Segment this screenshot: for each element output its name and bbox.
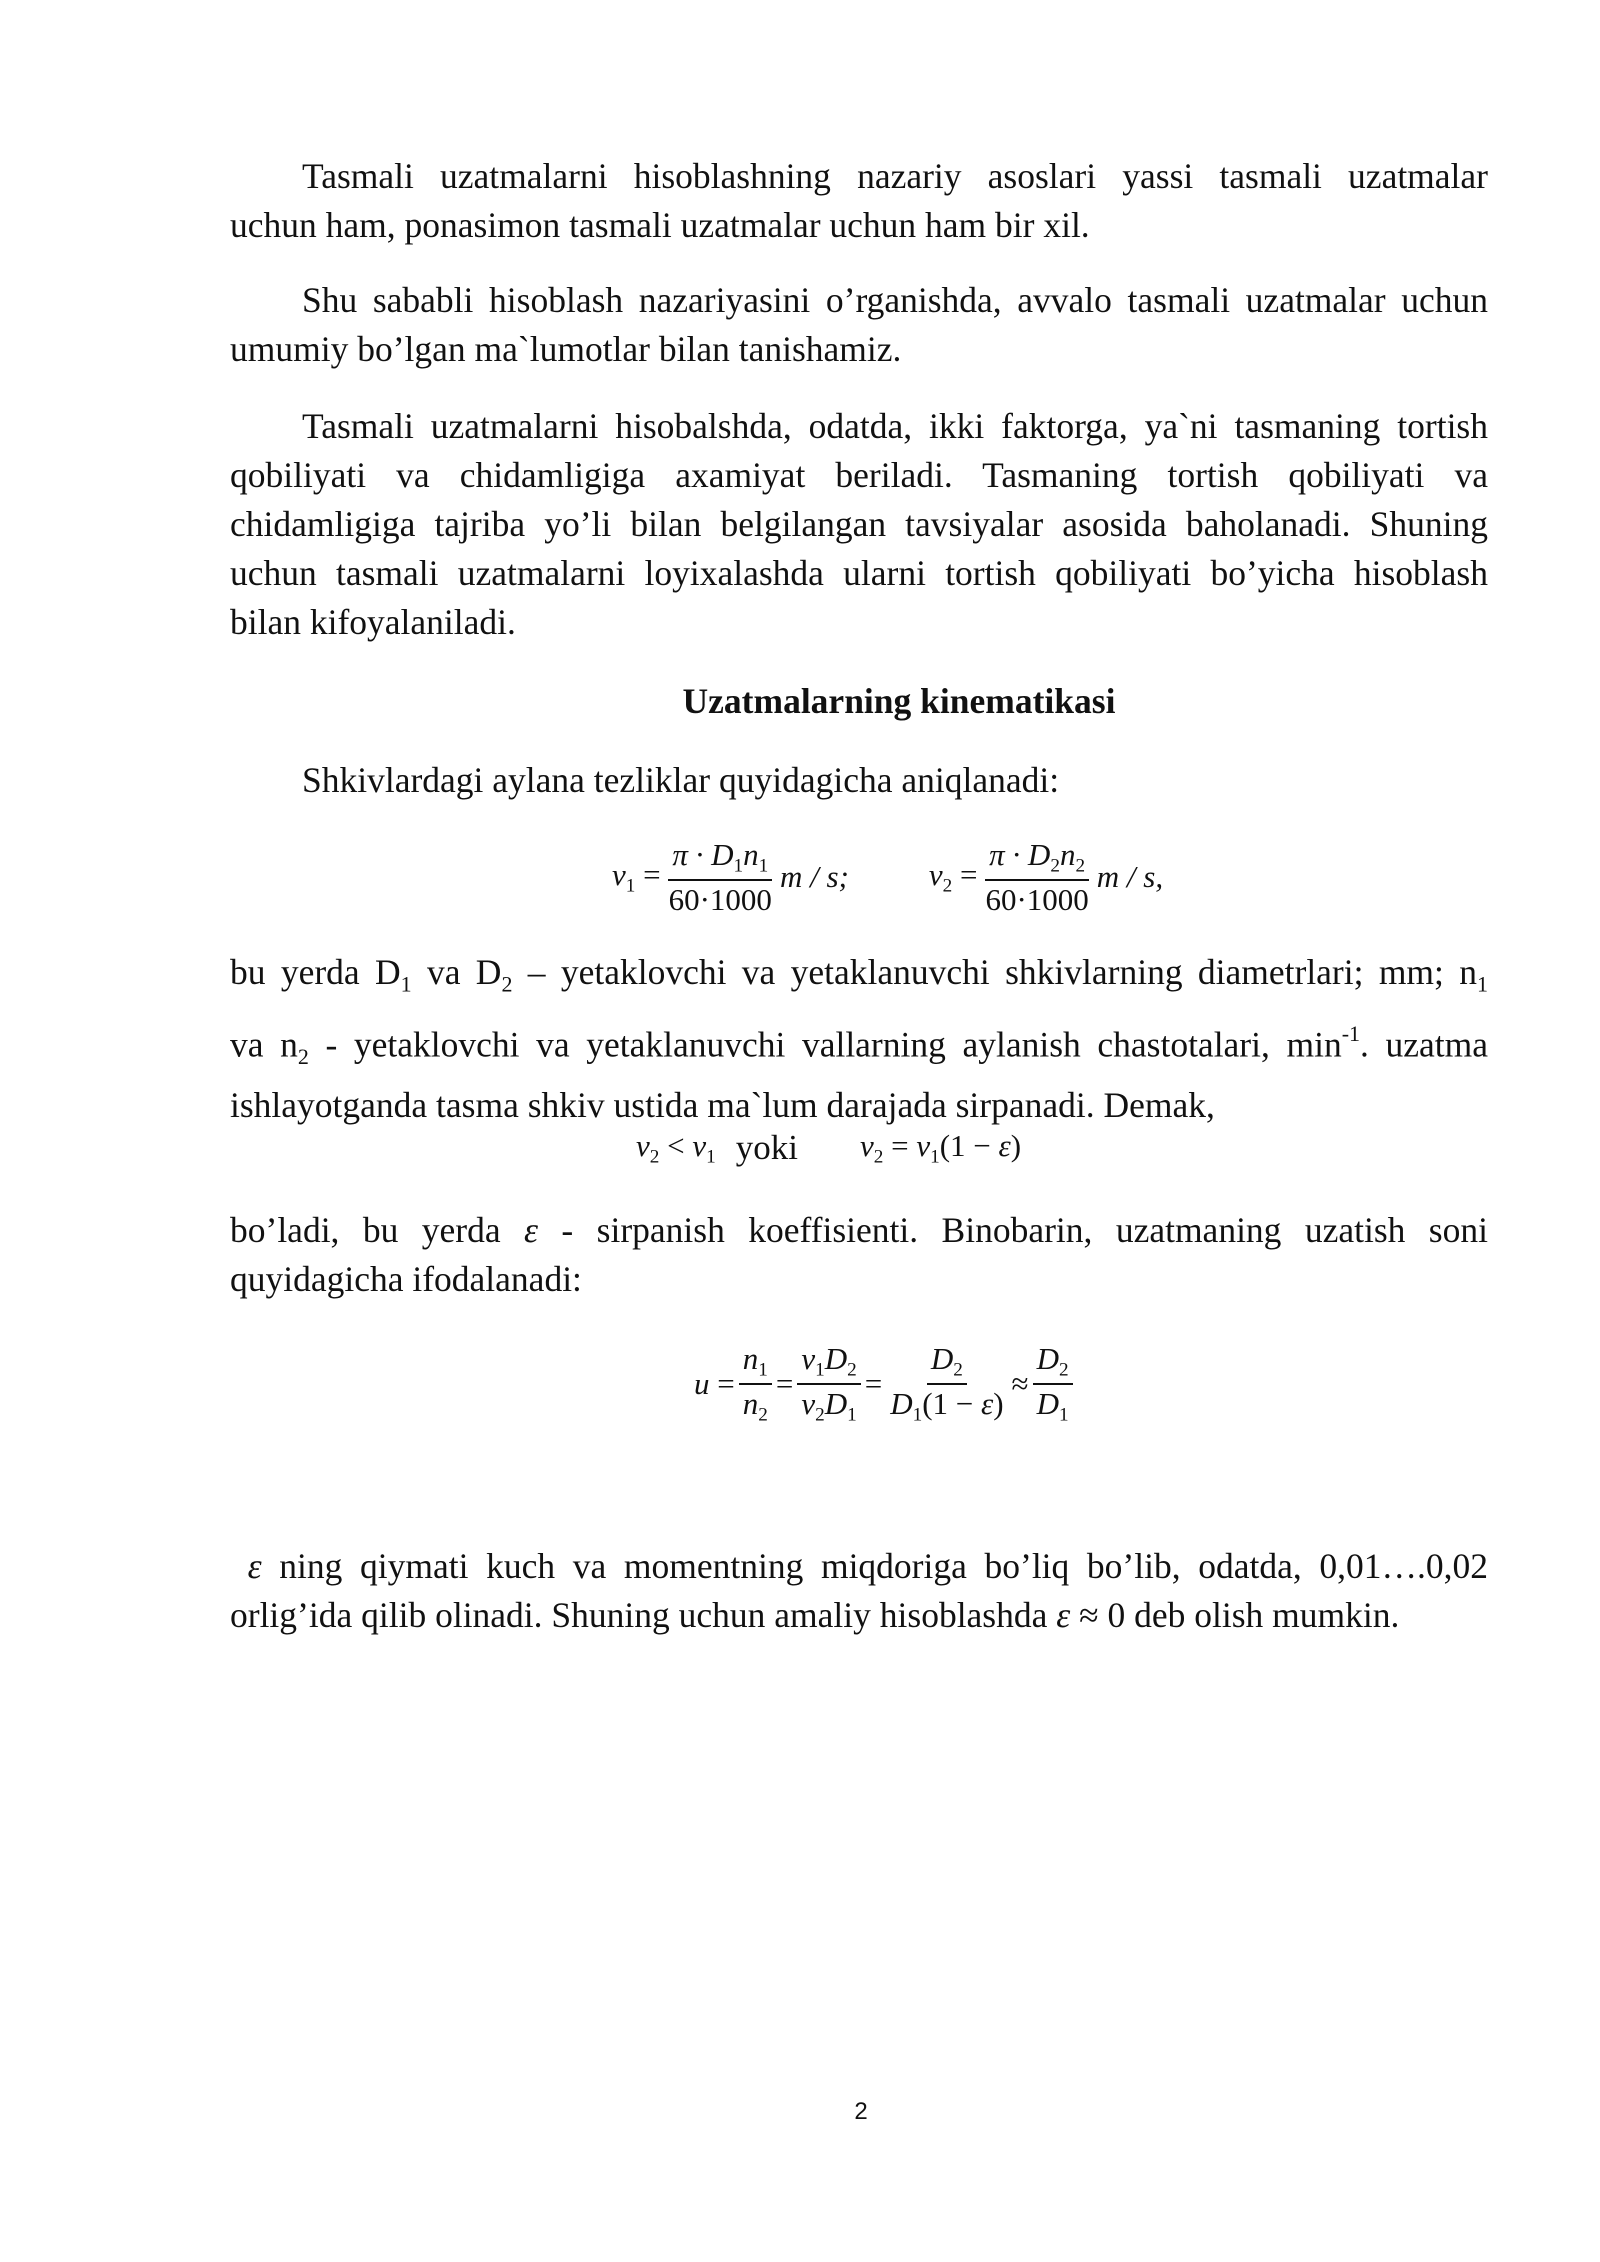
slip-relation-formula: $\nu_2 < \nu_1$ yoki $\nu_2 = \nu_1(1 - \varepsilon)$	[636, 1128, 1022, 1168]
paragraph-line: Shkivlardagi aylana tezliklar quyidagicha aniqlanadi:	[302, 760, 1060, 800]
paragraph-line: Shu sababli hisoblash nazariyasini o’rganishda, avvalo tasmali uzatmalar uchun	[302, 280, 1488, 320]
paragraph-line: orlig’ida qilib olinadi. Shuning uchun amaliy hisoblashda ε ≈ 0 deb olish mumkin.	[230, 1595, 1400, 1635]
paragraph-line: Tasmali uzatmalarni hisoblashning nazariy asoslari yassi tasmali uzatmalar	[302, 156, 1488, 196]
paragraph-line: quyidagicha ifodalanadi:	[230, 1259, 582, 1299]
paragraph-line: bo’ladi, bu yerda ε - sirpanish koeffisienti. Binobarin, uzatmaning uzatish soni	[230, 1210, 1488, 1250]
paragraph-line: va $n_2$ - yetaklovchi va yetaklanuvchi vallarning aylanish chastotalari, $\min^{-1}$. uzatma	[230, 1020, 1489, 1069]
paragraph-5	[230, 948, 1488, 1130]
paragraph-line: uchun ham, ponasimon tasmali uzatmalar uchun ham bir xil.	[230, 205, 1090, 245]
paragraph-4	[230, 756, 1488, 805]
paragraph-line: bilan kifoyalaniladi.	[230, 602, 516, 642]
paragraph-1	[230, 152, 1488, 250]
section-heading: Uzatmalarning kinematikasi	[682, 681, 1116, 721]
paragraph-line: ε ning qiymati kuch va momentning miqdoriga bo’liq bo’lib, odatda, 0,01….0,02	[230, 1546, 1488, 1586]
paragraph-7	[230, 1542, 1488, 1640]
velocity-formula: $\nu_1$ = $\frac{\pi \cdot D_1n_1}{60\cdot 1000}$ m / s; $\nu_2$ = $\frac{\pi \cdot D_2n_2}{60\cdot 1000}$ m / s,	[612, 837, 1164, 917]
paragraph-2	[230, 276, 1488, 374]
paragraph-line: Tasmali uzatmalarni hisobalshda, odatda, ikki faktorga, ya`ni tasmaning tortish	[302, 406, 1488, 446]
paragraph-line: uchun tasmali uzatmalarni loyixalashda ularni tortish qobiliyati bo’yicha hisoblash	[230, 553, 1488, 593]
paragraph-line: bu yerda $D_1$ va $D_2$ – yetaklovchi va yetaklanuvchi shkivlarning diametrlari; mm; $n_1$	[230, 952, 1488, 997]
paragraph-line: qobiliyati va chidamligiga axamiyat beriladi. Tasmaning tortish qobiliyati va	[230, 455, 1488, 495]
paragraph-line: umumiy bo’lgan ma`lumotlar bilan tanishamiz.	[230, 329, 902, 369]
paragraph-line: chidamligiga tajriba yo’li bilan belgilangan tavsiyalar asosida baholanadi. Shuning	[230, 504, 1488, 544]
page-number: 2	[854, 2098, 868, 2125]
paragraph-3	[230, 402, 1488, 647]
paragraph-6	[230, 1206, 1488, 1304]
formula-connector-word: yoki	[735, 1128, 798, 1168]
paragraph-line: ishlayotganda tasma shkiv ustida ma`lum darajada sirpanadi. Demak,	[230, 1084, 1215, 1125]
transmission-ratio-formula: u = $\frac{n_1}{n_2}$ = $\frac{\nu_1D_2}{\nu_2D_1}$ = $\frac{D_2}{D_1(1 - \varepsilon)}$ ≈ $\frac{D_2}{D_1}$	[694, 1342, 1077, 1426]
